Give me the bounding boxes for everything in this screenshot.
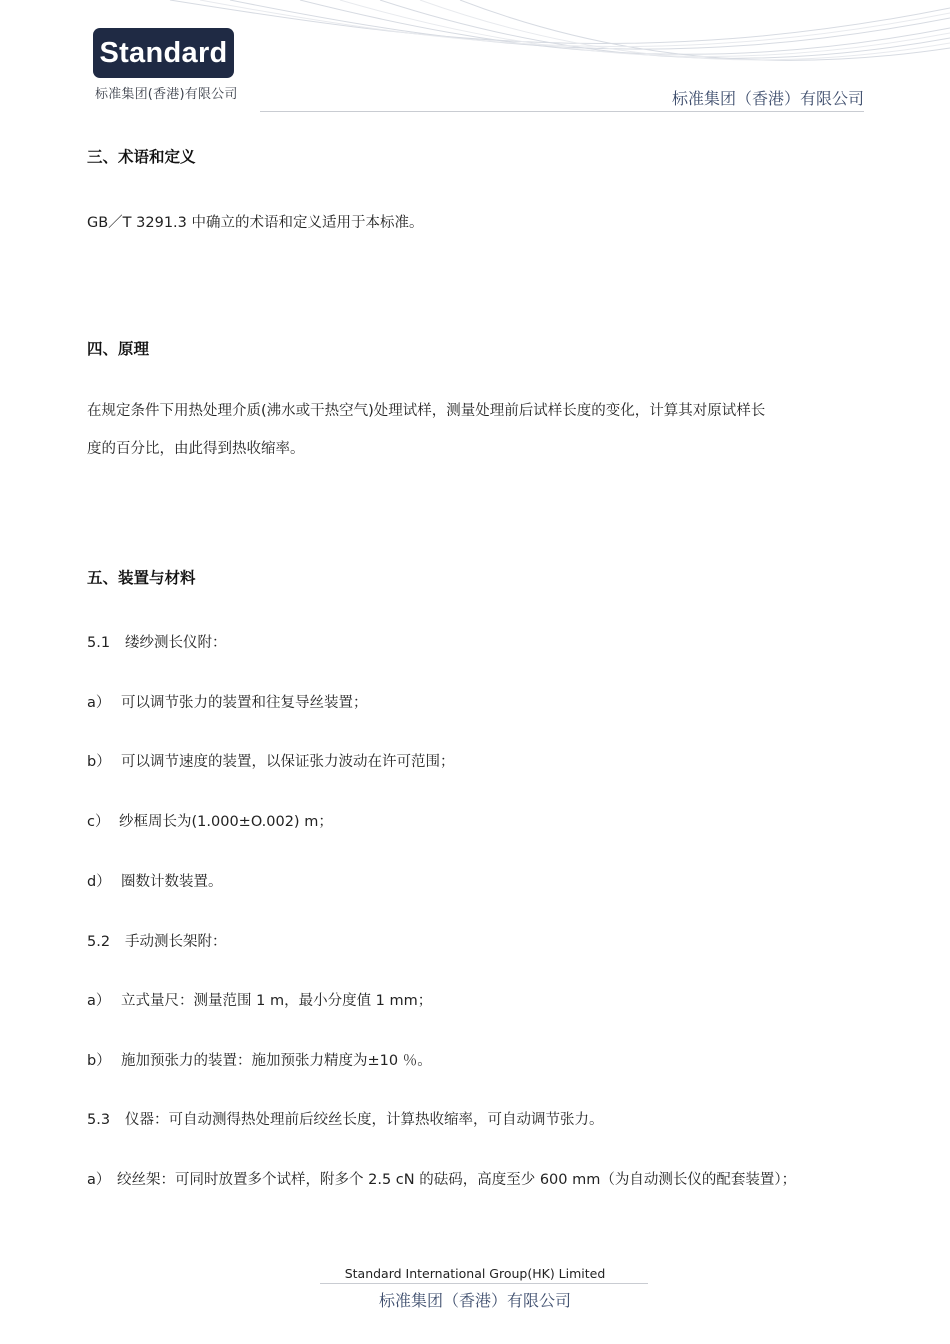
list-item-text: 可以调节张力的装置和往复导丝装置；: [121, 695, 368, 711]
section-heading-terms: 三、术语和定义: [87, 148, 196, 166]
list-marker: b）: [87, 754, 111, 770]
subsection-5-2: [87, 930, 227, 951]
logo-subtitle: 标准集团(香港)有限公司: [95, 87, 238, 102]
subsection-5-3: [87, 1108, 604, 1129]
list-item: [87, 1168, 796, 1189]
list-item: [87, 1049, 432, 1070]
header-company-name: 标准集团（香港）有限公司: [671, 89, 864, 108]
footer-company-chinese: 标准集团（香港）有限公司: [378, 1291, 571, 1310]
section-heading-principle: 四、原理: [87, 340, 150, 358]
footer-divider: [320, 1283, 648, 1284]
list-item-text: 施加预张力的装置：施加预张力精度为±10 ％。: [121, 1053, 432, 1069]
section-heading-apparatus: 五、装置与材料: [87, 569, 196, 587]
list-marker: a）: [87, 1172, 111, 1188]
list-marker: c）: [87, 814, 110, 830]
footer-company-english: Standard International Group(HK) Limited: [344, 1266, 606, 1281]
principle-line-2: 度的百分比，由此得到热收缩率。: [87, 441, 305, 457]
subsection-number: 5.3: [87, 1112, 111, 1128]
list-marker: d）: [87, 874, 111, 890]
list-marker: a）: [87, 993, 111, 1009]
list-item: [87, 989, 432, 1010]
list-marker: a）: [87, 695, 111, 711]
principle-line-1: 在规定条件下用热处理介质(沸水或干热空气)处理试样，测量处理前后试样长度的变化，计算其对原试样长: [87, 403, 766, 419]
principle-paragraph: [87, 392, 867, 468]
subsection-text: 缕纱测长仪附：: [125, 635, 227, 651]
list-item-text: 立式量尺：测量范围 1 m，最小分度值 1 mm；: [121, 993, 433, 1009]
subsection-5-1: [87, 631, 227, 652]
logo-wordmark: Standard: [99, 36, 228, 69]
subsection-number: 5.1: [87, 635, 111, 651]
list-item: [87, 691, 368, 712]
terms-paragraph: GB／T 3291.3 中确立的术语和定义适用于本标准。: [87, 215, 424, 231]
subsection-number: 5.2: [87, 934, 111, 950]
list-item: [87, 810, 333, 831]
subsection-text: 仪器：可自动测得热处理前后绞丝长度，计算热收缩率，可自动调节张力。: [125, 1112, 604, 1128]
list-item-text: 可以调节速度的装置，以保证张力波动在许可范围；: [121, 754, 455, 770]
list-item: [87, 870, 223, 891]
list-item-text: 圈数计数装置。: [121, 874, 223, 890]
list-item-text: 纱框周长为(1.000±O.002) m；: [119, 814, 333, 830]
list-marker: b）: [87, 1053, 111, 1069]
company-logo: [93, 28, 234, 78]
subsection-text: 手动测长架附：: [125, 934, 227, 950]
list-item-text: 绞丝架：可同时放置多个试样，附多个 2.5 cN 的砝码，高度至少 600 mm（为自动测长仪的配套装置）；: [117, 1172, 797, 1188]
header-divider: [260, 111, 864, 112]
list-item: [87, 750, 455, 771]
